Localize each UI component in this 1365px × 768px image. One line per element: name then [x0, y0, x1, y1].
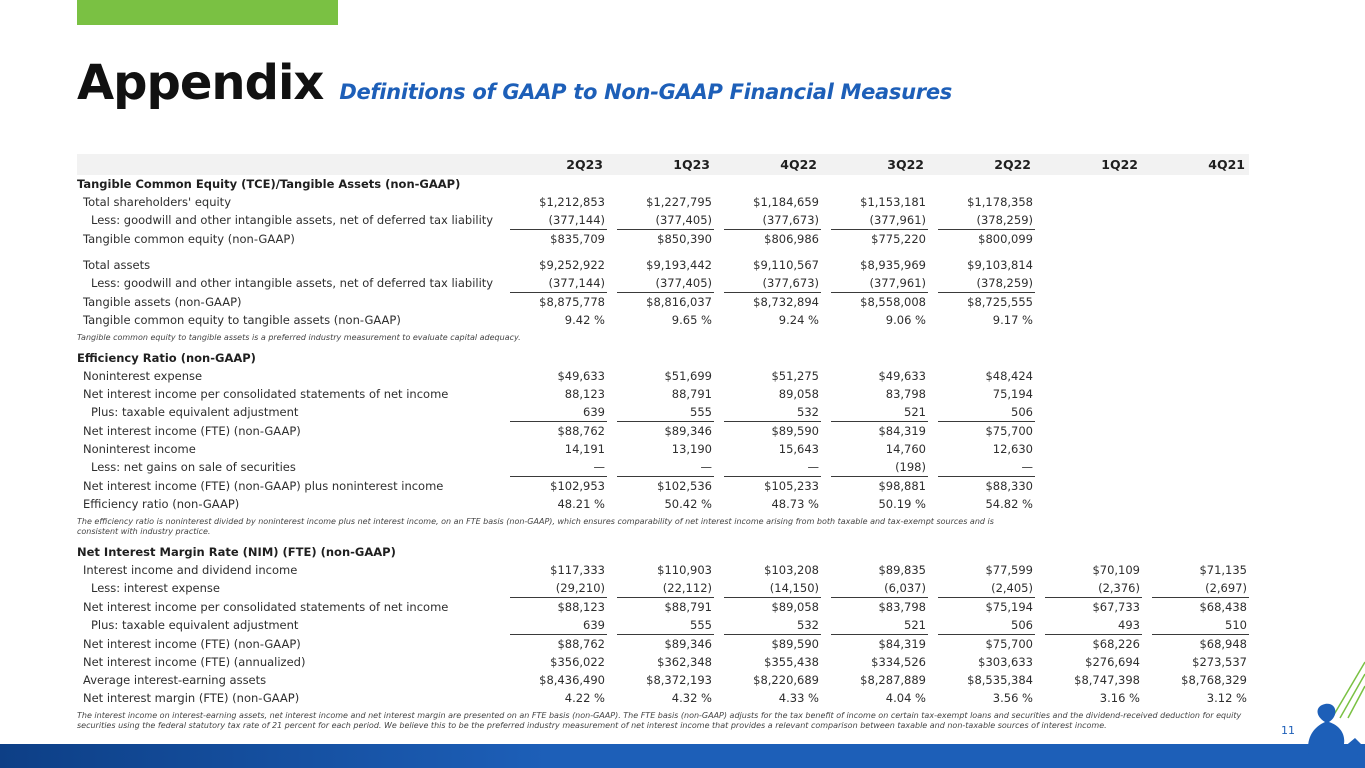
value-cell: $1,184,659 [753, 195, 819, 209]
row-label: Net interest income per consolidated statements of net income [83, 599, 449, 614]
header-blank-cell [77, 154, 510, 175]
value-cell: $8,436,490 [539, 673, 605, 687]
row-label: Net interest income per consolidated statements of net income [83, 387, 449, 401]
table-row [77, 385, 1249, 403]
row-label: Less: goodwill and other intangible assets, net of deferred tax liability [91, 276, 494, 291]
column-header: 3Q22 [831, 154, 928, 175]
footnote-row [77, 707, 1249, 737]
row-label: Tangible common equity (non-GAAP) [83, 231, 295, 246]
value-cell: $68,948 [1199, 637, 1247, 651]
table-row [77, 579, 1249, 598]
value-cell: $8,768,329 [1181, 673, 1247, 687]
value-cell: $8,220,689 [753, 673, 819, 687]
row-label: Average interest-earning assets [83, 673, 267, 687]
value-cell: $84,319 [878, 637, 926, 651]
value-cell: — [510, 458, 607, 477]
row-label: Plus: taxable equivalent adjustment [91, 405, 299, 420]
value-cell: 493 [1045, 616, 1142, 635]
value-cell: 510 [1152, 616, 1249, 635]
value-cell [1152, 495, 1249, 513]
value-cell: $75,700 [985, 424, 1033, 438]
section-heading: Tangible Common Equity (TCE)/Tangible Assets (non-GAAP) [77, 177, 461, 191]
value-cell [1045, 477, 1142, 496]
row-label: Tangible common equity to tangible assets (non-GAAP) [83, 313, 401, 327]
value-cell: 555 [617, 616, 714, 635]
row-label: Total shareholders' equity [83, 195, 231, 209]
value-cell [1152, 477, 1249, 496]
value-cell: $355,438 [764, 655, 819, 669]
table-row [77, 311, 1249, 329]
value-cell: (14,150) [724, 579, 821, 598]
value-cell: $9,110,567 [753, 258, 819, 272]
value-cell: (22,112) [617, 579, 714, 598]
footer-band [0, 744, 1365, 768]
value-cell [1045, 211, 1142, 230]
value-cell: 88,123 [564, 387, 605, 401]
row-label: Less: interest expense [91, 581, 220, 596]
value-cell: $1,153,181 [860, 195, 926, 209]
value-cell: $98,881 [878, 479, 926, 493]
value-cell: 506 [938, 616, 1035, 635]
section-heading-row [77, 543, 1249, 561]
value-cell: $362,348 [657, 655, 712, 669]
value-cell: $8,935,969 [860, 258, 926, 272]
footnote: The interest income on interest-earning assets, net interest income and net interest margin are presented on an FTE basis (non-GAAP). The FTE basis (non-GAAP) adjusts for the tax benefit of income on certain tax-exempt loans and securities and the dividend-received deduction for equity securities using the federal statutory tax rate of 21 percent for each period. We believe this to be the preferred industry measurement of net interest income that provides a relevant comparison between taxable and non-taxable sources of interest income. [77, 711, 1242, 730]
value-cell: $273,537 [1192, 655, 1247, 669]
column-header: 2Q22 [938, 154, 1035, 175]
ampersand-logo-icon [1285, 690, 1365, 768]
value-cell: 50.19 % [878, 497, 926, 511]
table-row [77, 598, 1249, 617]
row-label: Efficiency ratio (non-GAAP) [83, 497, 240, 511]
value-cell: $75,700 [985, 637, 1033, 651]
value-cell: 15,643 [778, 442, 819, 456]
row-label: Net interest income (FTE) (non-GAAP) plus noninterest income [83, 478, 444, 493]
value-cell: $89,058 [771, 600, 819, 614]
value-cell: 506 [938, 403, 1035, 422]
value-cell: $83,798 [878, 600, 926, 614]
table-row [77, 440, 1249, 458]
section-heading: Net Interest Margin Rate (NIM) (FTE) (non-GAAP) [77, 545, 396, 559]
table-row [77, 403, 1249, 422]
value-cell: $88,330 [985, 479, 1033, 493]
row-label: Net interest income (FTE) (non-GAAP) [83, 636, 301, 651]
value-cell: $102,536 [657, 479, 712, 493]
value-cell: 4.22 % [564, 691, 605, 705]
value-cell: $68,226 [1092, 637, 1140, 651]
value-cell: 639 [510, 616, 607, 635]
value-cell: $88,762 [557, 424, 605, 438]
table-row [77, 458, 1249, 477]
table-row [77, 616, 1249, 635]
value-cell: $835,709 [550, 232, 605, 246]
value-cell [1152, 440, 1249, 458]
value-cell: (6,037) [831, 579, 928, 598]
value-cell: (377,961) [831, 211, 928, 230]
value-cell [1045, 293, 1142, 312]
section-heading-row [77, 349, 1249, 367]
table-header-row [77, 154, 1249, 175]
table-row [77, 561, 1249, 579]
value-cell: $1,178,358 [967, 195, 1033, 209]
value-cell [1152, 193, 1249, 211]
row-label: Less: net gains on sale of securities [91, 460, 296, 475]
value-cell [1152, 274, 1249, 293]
value-cell: $276,694 [1085, 655, 1140, 669]
section-heading-row [77, 175, 1249, 193]
value-cell: 48.21 % [557, 497, 605, 511]
value-cell: 50.42 % [664, 497, 712, 511]
value-cell [1152, 256, 1249, 274]
value-cell: 9.42 % [564, 313, 605, 327]
row-label: Net interest income (FTE) (annualized) [83, 655, 306, 669]
value-cell: $9,193,442 [646, 258, 712, 272]
value-cell: $49,633 [878, 369, 926, 383]
value-cell [1152, 230, 1249, 249]
value-cell: 54.82 % [985, 497, 1033, 511]
column-header: 1Q22 [1045, 154, 1142, 175]
value-cell: (377,405) [617, 274, 714, 293]
value-cell: $9,252,922 [539, 258, 605, 272]
value-cell: 532 [724, 616, 821, 635]
page-number: 11 [1281, 724, 1295, 737]
value-cell: $1,212,853 [539, 195, 605, 209]
value-cell: 83,798 [885, 387, 926, 401]
value-cell [1045, 458, 1142, 477]
value-cell: 12,630 [992, 442, 1033, 456]
footnote-row [77, 329, 1249, 349]
value-cell: (29,210) [510, 579, 607, 598]
value-cell: 3.12 % [1206, 691, 1247, 705]
value-cell: 14,191 [564, 442, 605, 456]
table-row [77, 293, 1249, 312]
value-cell: (378,259) [938, 211, 1035, 230]
value-cell [1045, 256, 1142, 274]
value-cell: $89,590 [771, 637, 819, 651]
table-row [77, 230, 1249, 249]
value-cell: 75,194 [992, 387, 1033, 401]
section-heading: Efficiency Ratio (non-GAAP) [77, 351, 256, 365]
value-cell: $303,633 [978, 655, 1033, 669]
value-cell: (2,376) [1045, 579, 1142, 598]
value-cell [1045, 385, 1142, 403]
table-row [77, 635, 1249, 654]
value-cell: 88,791 [671, 387, 712, 401]
value-cell: — [724, 458, 821, 477]
accent-bar [77, 0, 338, 25]
footnote-row [77, 513, 1249, 543]
page-header [77, 55, 952, 115]
row-label: Net interest income (FTE) (non-GAAP) [83, 423, 301, 438]
table-row [77, 495, 1249, 513]
value-cell: (377,405) [617, 211, 714, 230]
column-header: 1Q23 [617, 154, 714, 175]
table-row [77, 422, 1249, 441]
value-cell [1152, 458, 1249, 477]
value-cell: (377,961) [831, 274, 928, 293]
value-cell [1045, 311, 1142, 329]
value-cell: $88,762 [557, 637, 605, 651]
value-cell: $8,875,778 [539, 295, 605, 309]
value-cell: — [617, 458, 714, 477]
value-cell: $775,220 [871, 232, 926, 246]
row-label: Tangible assets (non-GAAP) [83, 294, 242, 309]
value-cell: 14,760 [885, 442, 926, 456]
value-cell: $8,816,037 [646, 295, 712, 309]
value-cell: $8,725,555 [967, 295, 1033, 309]
value-cell: $51,699 [664, 369, 712, 383]
value-cell: $8,747,398 [1074, 673, 1140, 687]
value-cell [1152, 311, 1249, 329]
value-cell: $8,558,008 [860, 295, 926, 309]
value-cell: (198) [831, 458, 928, 477]
footnote: The efficiency ratio is noninterest divided by noninterest income plus net interest income, on an FTE basis (non-GAAP), which ensures comparability of net interest income arising from both taxable and tax-exempt sources and is consistent with industry practice. [77, 517, 994, 536]
table-row [77, 193, 1249, 211]
row-label: Total assets [83, 258, 151, 272]
value-cell: $1,227,795 [646, 195, 712, 209]
value-cell [1152, 403, 1249, 422]
value-cell: 13,190 [671, 442, 712, 456]
table-row [77, 653, 1249, 671]
value-cell: $800,099 [978, 232, 1033, 246]
value-cell: $8,372,193 [646, 673, 712, 687]
value-cell: $105,233 [764, 479, 819, 493]
value-cell [1045, 403, 1142, 422]
value-cell: $356,022 [550, 655, 605, 669]
value-cell: (377,144) [510, 211, 607, 230]
value-cell: $103,208 [764, 563, 819, 577]
value-cell: 9.65 % [671, 313, 712, 327]
row-label: Interest income and dividend income [83, 563, 298, 577]
value-cell: 89,058 [778, 387, 819, 401]
table-row [77, 689, 1249, 707]
value-cell: $88,791 [664, 600, 712, 614]
value-cell: $117,333 [550, 563, 605, 577]
value-cell: 532 [724, 403, 821, 422]
value-cell: $48,424 [985, 369, 1033, 383]
value-cell: 9.06 % [885, 313, 926, 327]
value-cell [1045, 422, 1142, 441]
value-cell: 9.17 % [992, 313, 1033, 327]
page-title: Appendix [77, 55, 324, 111]
value-cell: $8,287,889 [860, 673, 926, 687]
value-cell: 521 [831, 403, 928, 422]
table-row [77, 211, 1249, 230]
value-cell: 555 [617, 403, 714, 422]
table-row [77, 274, 1249, 293]
value-cell [1045, 440, 1142, 458]
value-cell: — [938, 458, 1035, 477]
value-cell [1045, 193, 1142, 211]
value-cell: (2,405) [938, 579, 1035, 598]
value-cell: 3.56 % [992, 691, 1033, 705]
row-label: Plus: taxable equivalent adjustment [91, 618, 299, 633]
value-cell [1045, 495, 1142, 513]
value-cell: $68,438 [1199, 600, 1247, 614]
column-header: 2Q23 [510, 154, 607, 175]
value-cell: 3.16 % [1099, 691, 1140, 705]
row-label: Noninterest expense [83, 369, 203, 383]
column-header: 4Q22 [724, 154, 821, 175]
value-cell: $8,732,894 [753, 295, 819, 309]
value-cell [1152, 422, 1249, 441]
value-cell: 4.33 % [778, 691, 819, 705]
value-cell: (377,144) [510, 274, 607, 293]
value-cell: $8,535,384 [967, 673, 1033, 687]
value-cell: $102,953 [550, 479, 605, 493]
value-cell: $75,194 [985, 600, 1033, 614]
row-label: Net interest margin (FTE) (non-GAAP) [83, 691, 300, 705]
value-cell: (2,697) [1152, 579, 1249, 598]
value-cell [1045, 274, 1142, 293]
value-cell: $77,599 [985, 563, 1033, 577]
row-label: Less: goodwill and other intangible assets, net of deferred tax liability [91, 213, 494, 228]
value-cell: $70,109 [1092, 563, 1140, 577]
value-cell [1152, 211, 1249, 230]
value-cell: 639 [510, 403, 607, 422]
value-cell: $84,319 [878, 424, 926, 438]
value-cell: (377,673) [724, 211, 821, 230]
table-row [77, 671, 1249, 689]
value-cell: $806,986 [764, 232, 819, 246]
value-cell [1045, 367, 1142, 385]
value-cell: $89,346 [664, 637, 712, 651]
value-cell: 521 [831, 616, 928, 635]
value-cell: 4.04 % [885, 691, 926, 705]
value-cell: $89,590 [771, 424, 819, 438]
column-header: 4Q21 [1152, 154, 1249, 175]
footnote: Tangible common equity to tangible assets is a preferred industry measurement to evaluate capital adequacy. [77, 333, 521, 342]
value-cell: 48.73 % [771, 497, 819, 511]
value-cell: $67,733 [1092, 600, 1140, 614]
table-row [77, 256, 1249, 274]
value-cell: 9.24 % [778, 313, 819, 327]
value-cell: (377,673) [724, 274, 821, 293]
value-cell [1152, 385, 1249, 403]
value-cell: $89,835 [878, 563, 926, 577]
value-cell [1152, 293, 1249, 312]
table-row [77, 367, 1249, 385]
page-subtitle: Definitions of GAAP to Non-GAAP Financial Measures [339, 80, 952, 104]
value-cell: $850,390 [657, 232, 712, 246]
value-cell: $9,103,814 [967, 258, 1033, 272]
value-cell: $71,135 [1199, 563, 1247, 577]
value-cell: 4.32 % [671, 691, 712, 705]
value-cell [1152, 367, 1249, 385]
table-row [77, 477, 1249, 496]
financial-table [77, 154, 1249, 737]
value-cell: (378,259) [938, 274, 1035, 293]
value-cell: $89,346 [664, 424, 712, 438]
value-cell: $334,526 [871, 655, 926, 669]
value-cell: $49,633 [557, 369, 605, 383]
value-cell: $110,903 [657, 563, 712, 577]
row-label: Noninterest income [83, 442, 196, 456]
value-cell [1045, 230, 1142, 249]
value-cell: $88,123 [557, 600, 605, 614]
value-cell: $51,275 [771, 369, 819, 383]
